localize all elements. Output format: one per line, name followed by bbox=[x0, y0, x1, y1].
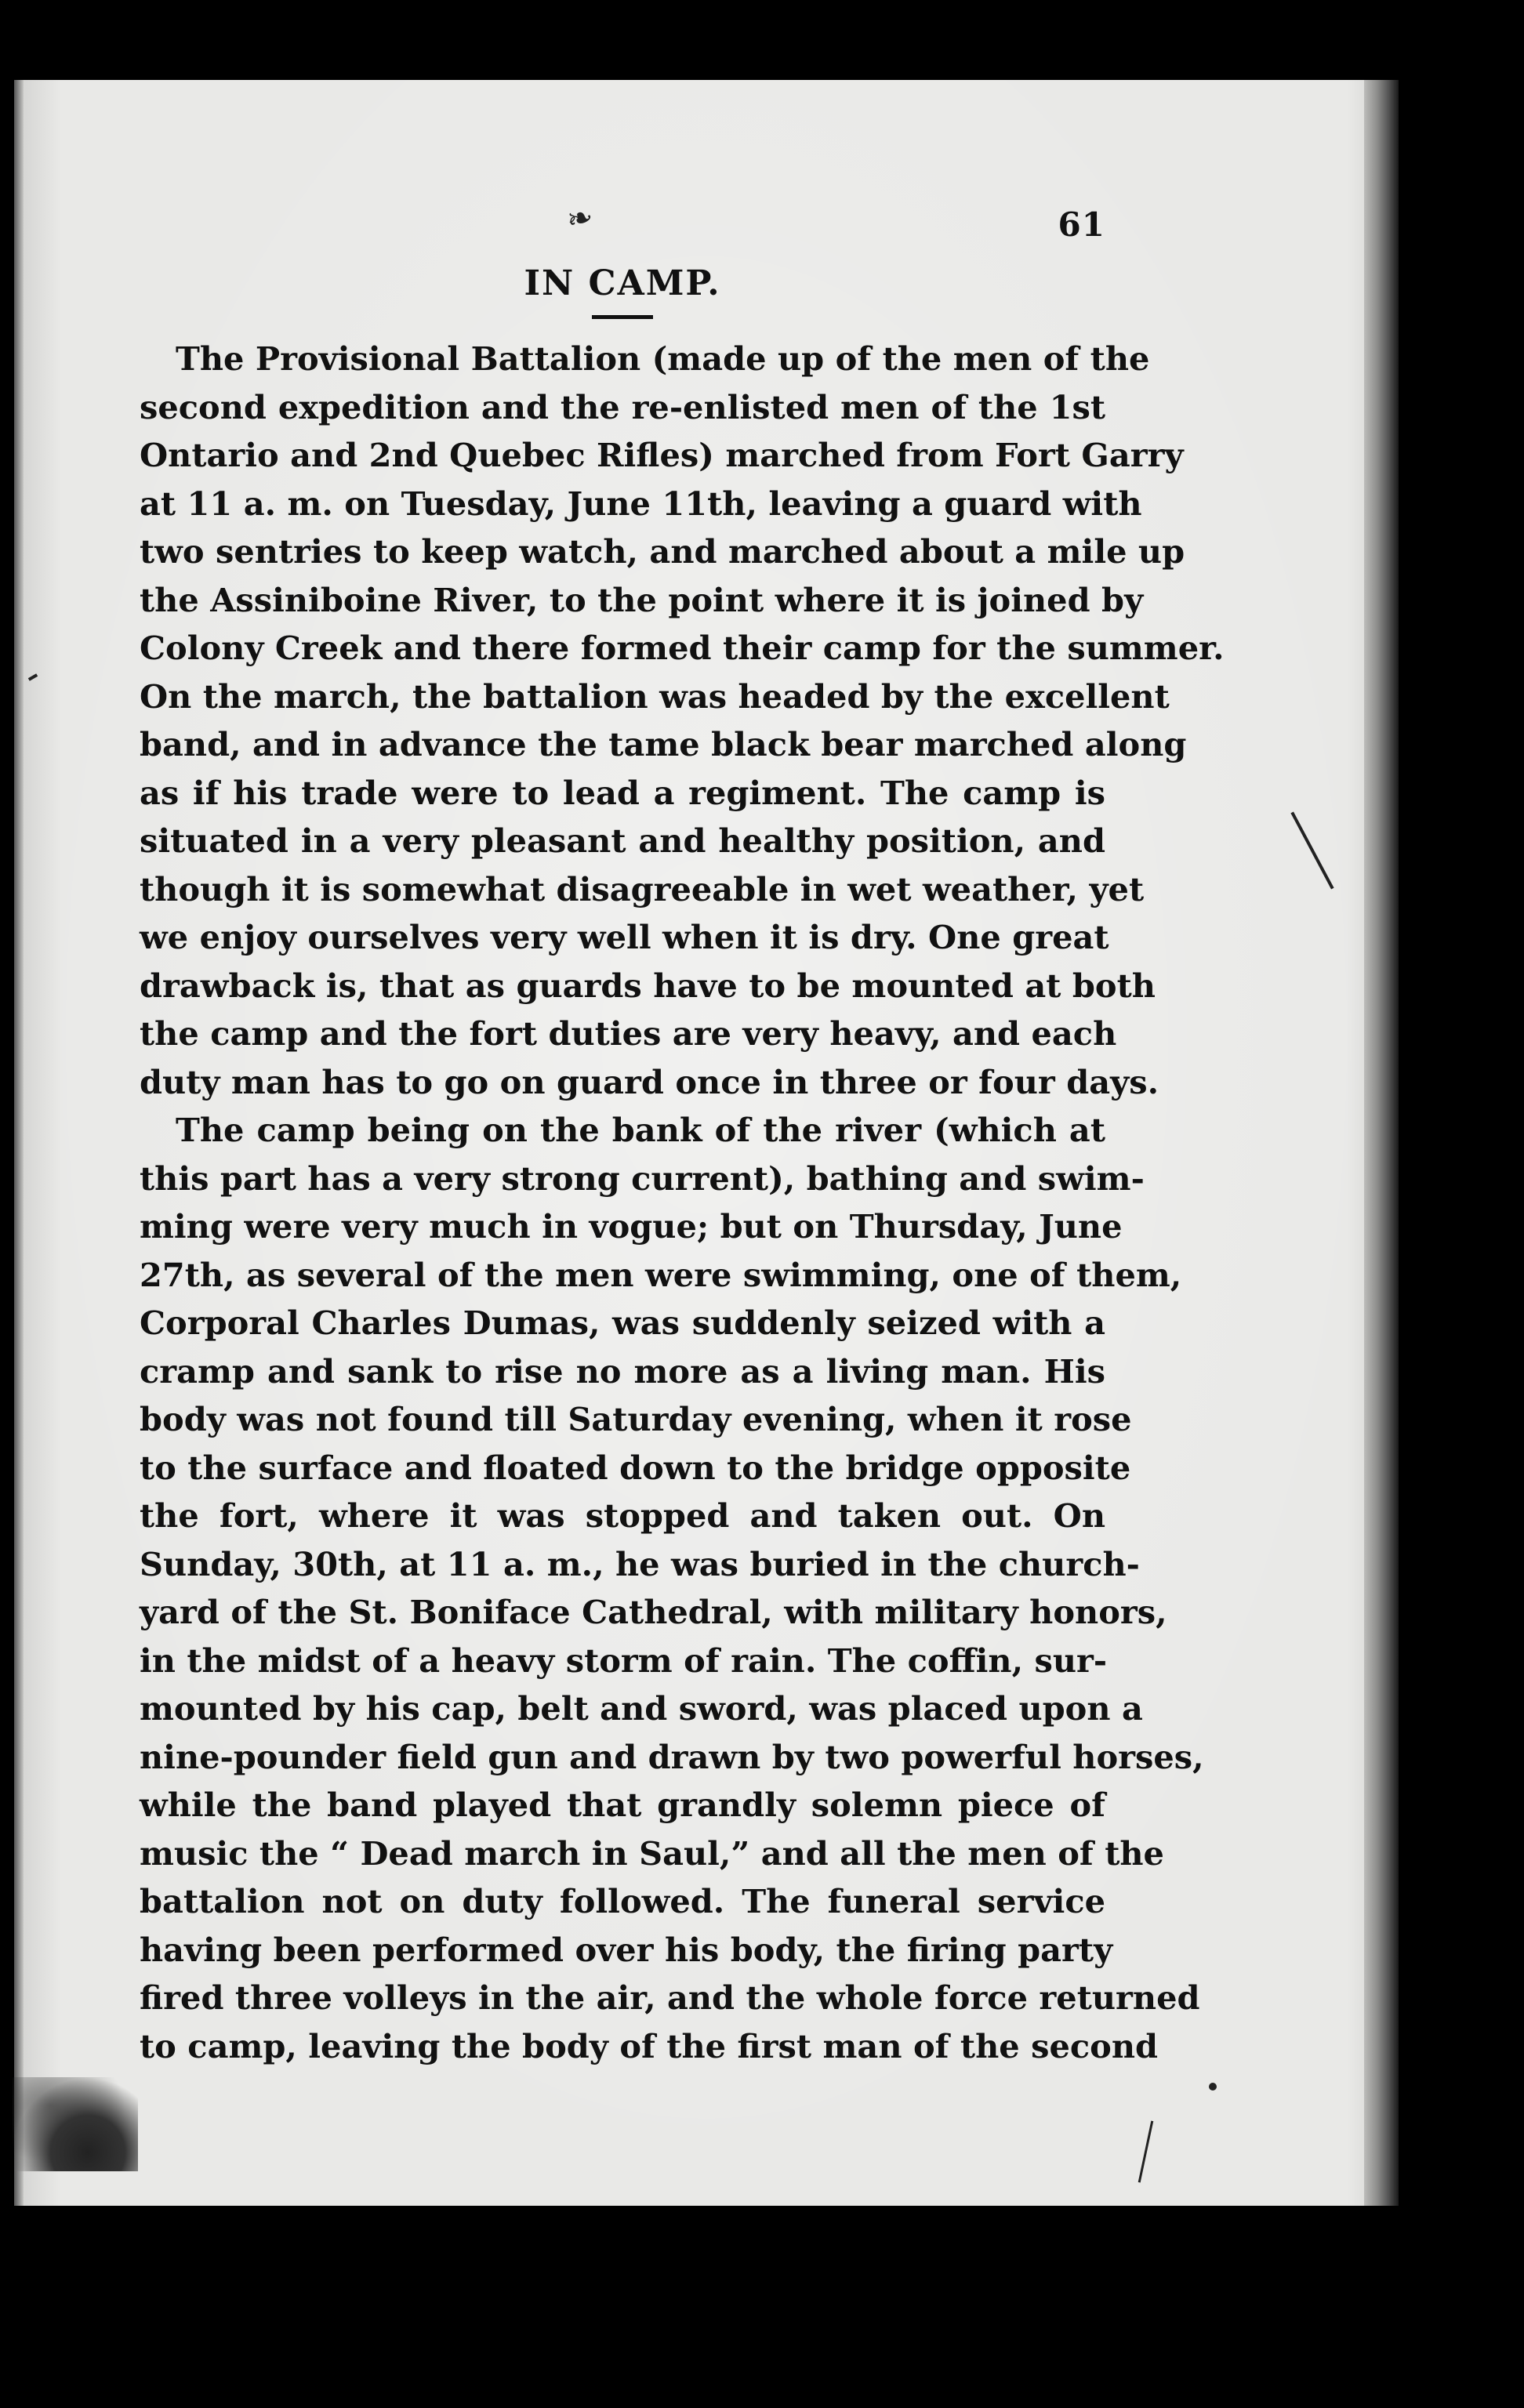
text-line: music the “ Dead march in Saul,” and all the men of the bbox=[140, 1833, 1164, 1873]
title-rule bbox=[592, 315, 653, 319]
text-line: duty man has to go on guard once in three or four days. bbox=[140, 1062, 1159, 1101]
text-line: band, and in advance the tame black bear marched along bbox=[140, 725, 1187, 763]
text-line: we enjoy ourselves very well when it is dry. One great bbox=[140, 918, 1109, 956]
text-line: this part has a very strong current), bathing and swim- bbox=[140, 1159, 1145, 1198]
text-line: the fort, where it was stopped and taken out. On bbox=[140, 1496, 1105, 1535]
text-line: Sunday, 30th, at 11 a. m., he was buried in the church- bbox=[140, 1544, 1140, 1583]
text-line: nine-pounder field gun and drawn by two powerful horses, bbox=[140, 1737, 1204, 1776]
margin-dot-mark bbox=[1209, 2083, 1217, 2091]
text-line: Colony Creek and there formed their camp for the summer. bbox=[140, 629, 1225, 667]
text-line: as if his trade were to lead a regiment. The camp is bbox=[140, 773, 1105, 812]
text-line: Corporal Charles Dumas, was suddenly seized with a bbox=[140, 1304, 1105, 1342]
text-line: at 11 a. m. on Tuesday, June 11th, leaving a guard with bbox=[140, 484, 1142, 523]
text-line: the Assiniboine River, to the point where it is joined by bbox=[140, 580, 1144, 619]
ink-blot bbox=[13, 2077, 138, 2171]
text-line: cramp and sank to rise no more as a living man. His bbox=[140, 1351, 1105, 1391]
text-line: drawback is, that as guards have to be mounted at both bbox=[140, 966, 1156, 1005]
ornament-glyph: ❧ bbox=[563, 198, 597, 239]
text-line: ming were very much in vogue; but on Thursday, June bbox=[140, 1207, 1123, 1246]
text-line: mounted by his cap, belt and sword, was placed upon a bbox=[140, 1689, 1143, 1728]
text-line: two sentries to keep watch, and marched about a mile up bbox=[140, 532, 1185, 571]
text-line: On the march, the battalion was headed by the excellent bbox=[140, 676, 1170, 716]
text-line: fired three volleys in the air, and the whole force returned bbox=[140, 1978, 1200, 2017]
text-line: Ontario and 2nd Quebec Rifles) marched from Fort Garry bbox=[140, 436, 1184, 474]
text-line: The Provisional Battalion (made up of the men of the bbox=[176, 339, 1150, 378]
paragraph bbox=[140, 335, 1225, 1106]
page-content bbox=[140, 196, 1225, 2070]
page-left-edge bbox=[14, 80, 24, 2206]
text-line: The camp being on the bank of the river (which at bbox=[176, 1111, 1105, 1149]
text-line: to the surface and floated down to the bridge opposite bbox=[140, 1448, 1131, 1487]
text-line: situated in a very pleasant and healthy position, and bbox=[140, 821, 1105, 860]
chapter-title: IN CAMP. bbox=[524, 263, 721, 303]
text-line: having been performed over his body, the firing party bbox=[140, 1930, 1113, 1969]
text-line: battalion not on duty followed. The funeral service bbox=[140, 1882, 1105, 1920]
page-number: 61 bbox=[1058, 205, 1105, 244]
text-line: body was not found till Saturday evening, when it rose bbox=[140, 1400, 1132, 1438]
text-line: while the band played that grandly solemn piece of bbox=[140, 1786, 1105, 1824]
text-line: though it is somewhat disagreeable in wet weather, yet bbox=[140, 869, 1145, 908]
text-line: yard of the St. Boniface Cathedral, with military honors, bbox=[140, 1593, 1167, 1631]
text-line: 27th, as several of the men were swimming, one of them, bbox=[140, 1255, 1182, 1294]
text-line: to camp, leaving the body of the first man of the second bbox=[140, 2026, 1159, 2065]
paragraph bbox=[140, 1106, 1204, 2070]
text-line: the camp and the fort duties are very heavy, and each bbox=[140, 1014, 1117, 1053]
page-right-edge bbox=[1364, 80, 1399, 2206]
text-line: in the midst of a heavy storm of rain. The coffin, sur- bbox=[140, 1641, 1108, 1680]
text-line: second expedition and the re-enlisted men of the 1st bbox=[140, 387, 1105, 426]
